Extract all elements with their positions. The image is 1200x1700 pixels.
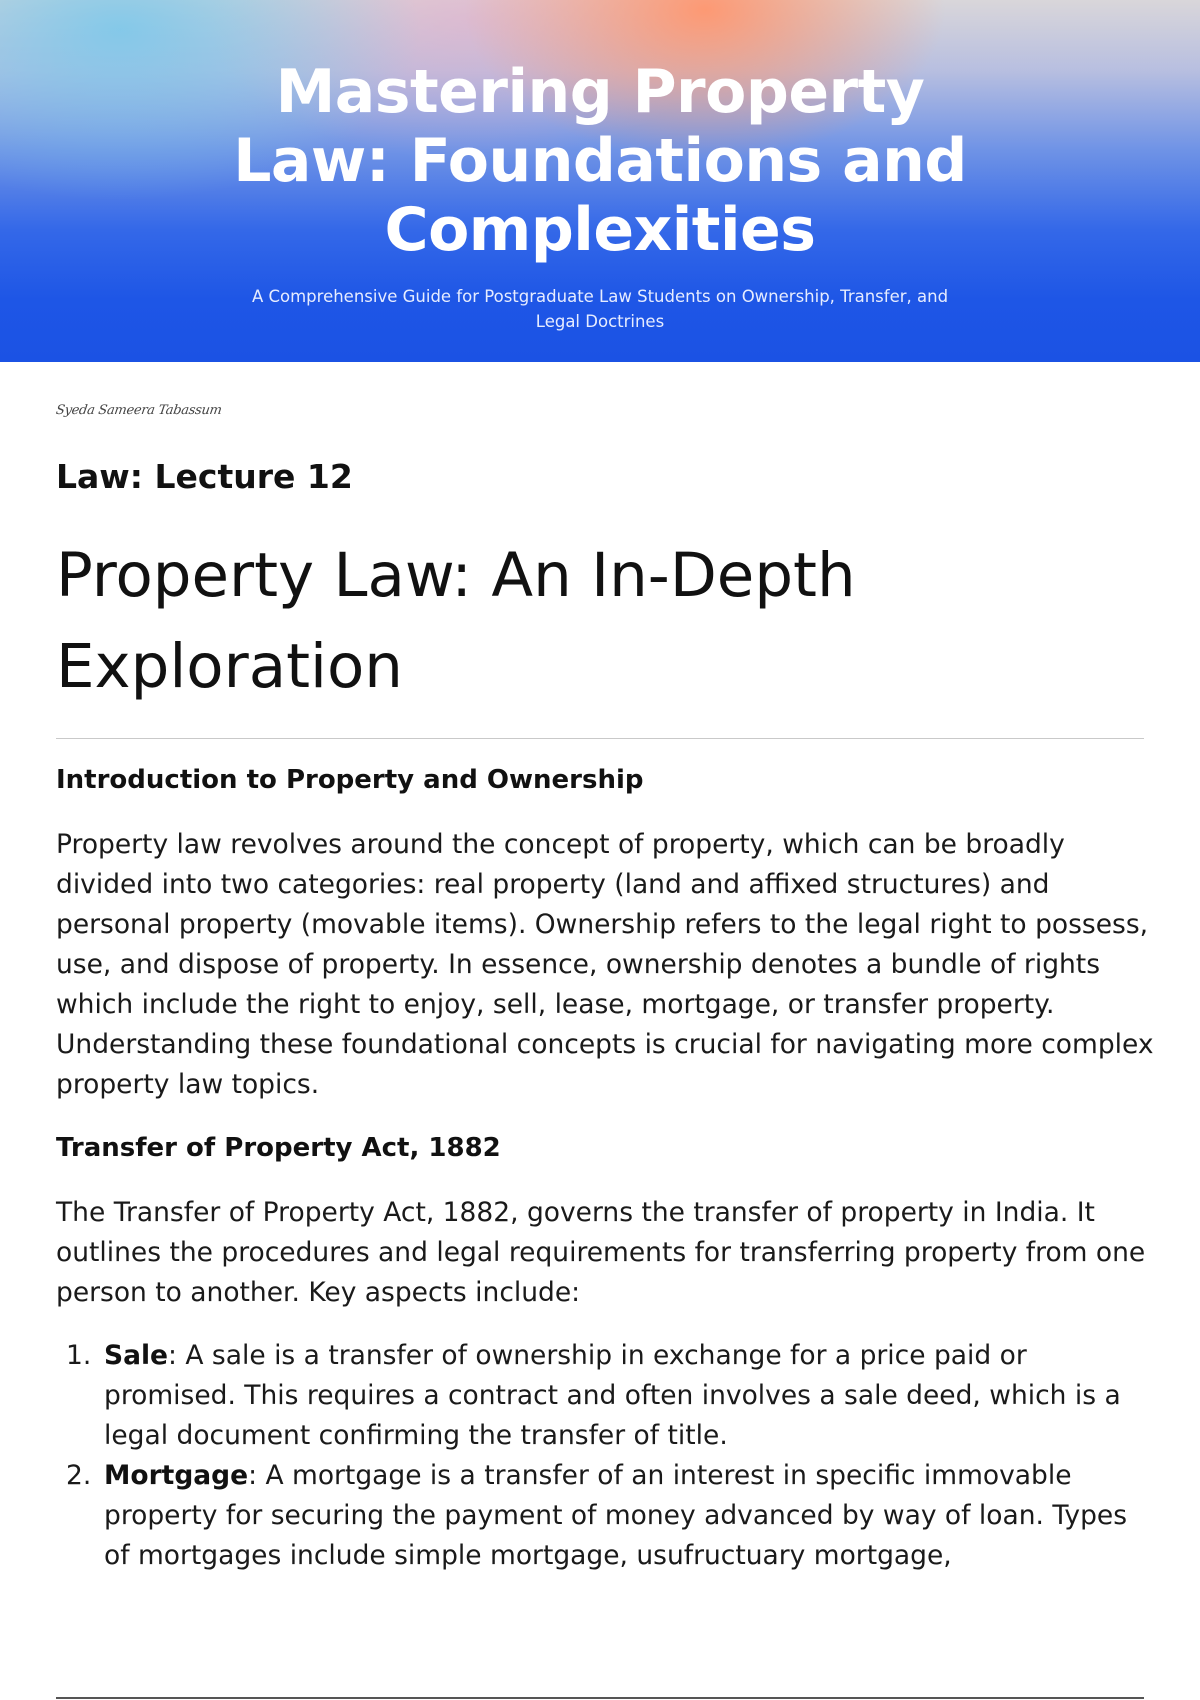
section-divider — [56, 738, 1144, 739]
header-banner — [0, 0, 1200, 362]
section-heading-introduction: Introduction to Property and Ownership — [56, 765, 644, 795]
lecture-label: Law: Lecture 12 — [56, 457, 353, 496]
transfer-aspects-list — [56, 1336, 1156, 1576]
list-item-sale — [56, 1336, 1156, 1456]
section-heading-transfer-act: Transfer of Property Act, 1882 — [56, 1133, 501, 1163]
list-item-number: 1. — [66, 1340, 92, 1371]
page-footer-rule — [56, 1697, 1144, 1699]
section-paragraph-introduction: Property law revolves around the concept of property, which can be broadly divided into two categories: real property (land and affixed structures) and personal property (movable items). Ownership refers to the legal right to possess, use, and dispose of property. In essence, ownership denotes a bundle of rights which include the right to enjoy, sell, lease, mortgage, or transfer property. Understanding these foundational concepts is crucial for navigating more complex property law topics. — [56, 829, 1154, 1100]
section-paragraph-transfer-act: The Transfer of Property Act, 1882, governs the transfer of property in India. It outlines the procedures and legal requirements for transferring property from one person to another. Key aspects include: — [56, 1197, 1146, 1308]
list-item-text: : A sale is a transfer of ownership in exchange for a price paid or promised. This requires a contract and often involves a sale deed, which is a legal document confirming the transfer of title. — [104, 1340, 1121, 1451]
list-item-text: : A mortgage is a transfer of an interest in specific immovable property for securing the payment of money advanced by way of loan. Types of mortgages include simple mortgage, usufructuary mortgage, — [104, 1460, 1128, 1571]
document-title: Property Law: An In-Depth Exploration — [56, 540, 856, 702]
author-signature: Syeda Sameera Tabassum — [54, 403, 223, 418]
list-item-number: 2. — [66, 1460, 92, 1491]
list-item-term: Mortgage — [104, 1460, 249, 1491]
header-subtitle: A Comprehensive Guide for Postgraduate Law Students on Ownership, Transfer, and Legal Doctrines — [251, 287, 949, 331]
list-item-mortgage — [56, 1456, 1156, 1576]
list-item-term: Sale — [104, 1340, 169, 1371]
header-title: Mastering Property Law: Foundations and Complexities — [233, 57, 967, 265]
